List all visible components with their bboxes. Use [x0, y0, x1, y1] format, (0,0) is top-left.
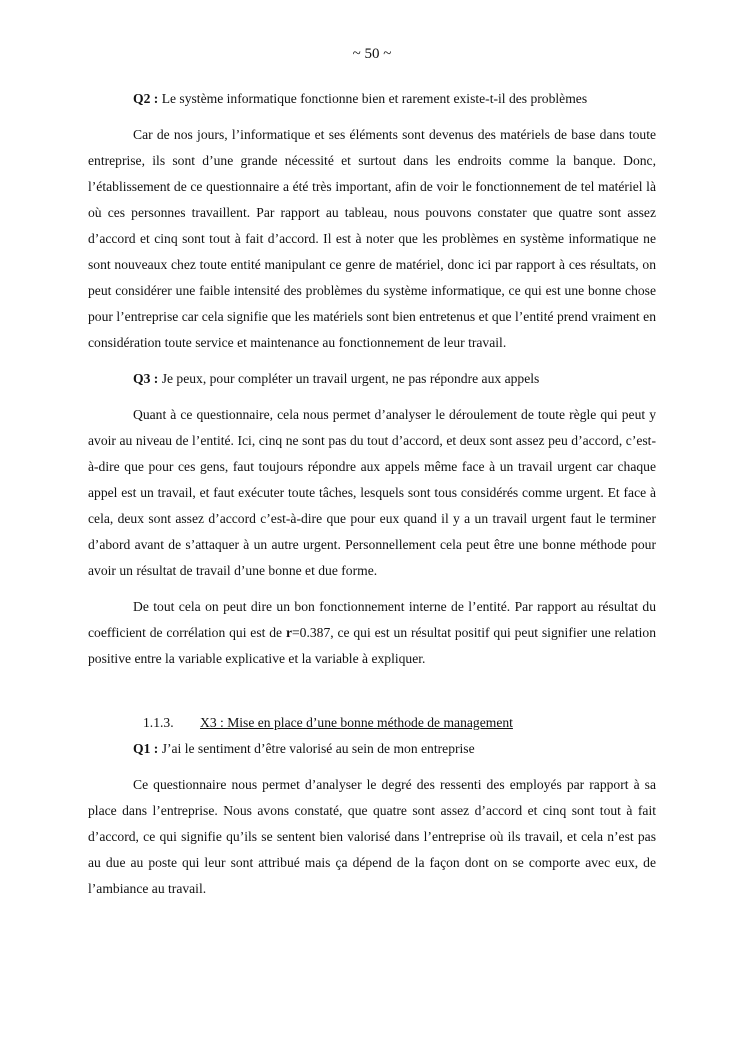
section-heading [88, 710, 656, 736]
question-q2-label: Q2 : [133, 91, 159, 106]
question-q1-label: Q1 : [133, 741, 159, 756]
correlation-r-label: r [285, 625, 292, 640]
paragraph-correlation [88, 594, 656, 672]
page-number: ~ 50 ~ [352, 46, 392, 62]
question-q2 [88, 86, 656, 112]
question-q3 [88, 366, 656, 392]
section-number: 1.1.3. [143, 715, 174, 730]
question-q1 [88, 736, 656, 762]
paragraph-q3-analysis: Quant à ce questionnaire, cela nous permet d’analyser le déroulement de toute règle qui peut y avoir au niveau de l’entité. Ici, cinq ne sont pas du tout d’accord, et deux sont assez peu d’accord, c’est-à-dire que pour ces gens, faut toujours répondre aux appels même face à un travail urgent car chaque appel est un travail, et faut exécuter toute tâches, lesquels sont tous considérés comme urgent. Et face à cela, deux sont assez d’accord c’est-à-dire que pour eux quand il y a un travail urgent faut le terminer d’abord avant de s’attaquer à un autre urgent. Personnellement cela peut être une bonne méthode pour avoir un résultat de travail d’une bonne et due forme. [88, 407, 656, 578]
paragraph-q2-analysis: Car de nos jours, l’informatique et ses éléments sont devenus des matériels de base dans toute entreprise, ils sont d’une grande nécessité et surtout dans les endroits comme la banque. Donc, l’établissement de ce questionnaire a été très important, afin de voir le fonctionnement de tel matériel là où ces personnes travaillent. Par rapport au tableau, nous pouvons constater que quatre sont assez d’accord et cinq sont tout à fait d’accord. Il est à noter que les problèmes en système informatique ne sont nouveaux chez toute entité manipulant ce genre de matériel, donc ici par rapport à ces résultats, on peut considérer une faible intensité des problèmes du système informatique, ce qui est une bonne chose pour l’entreprise car cela signifie que les matériels sont bien entretenus et que l’entité prend vraiment en considération toute service et maintenance au fonctionnement de leur travail. [88, 127, 656, 350]
paragraph-q1-analysis: Ce questionnaire nous permet d’analyser le degré des ressenti des employés par rapport à sa place dans l’entreprise. Nous avons constaté, que quatre sont assez d’accord et cinq sont tout à fait d’accord, ce qui signifie qu’ils se sentent bien valorisé dans l’entreprise où ils travail, et cela n’est pas au due au poste qui leur sont attribué mais ça dépend de la façon dont on se comporte avec eux, de l’ambiance au travail. [88, 777, 656, 896]
section-title: X3 : Mise en place d’une bonne méthode de management [200, 715, 513, 730]
section-spacer [88, 682, 656, 710]
question-q2-text: Le système informatique fonctionne bien et rarement existe-t-il des problèmes [158, 91, 588, 106]
question-q3-text: Je peux, pour compléter un travail urgent, ne pas répondre aux appels [158, 371, 540, 386]
question-q1-text: J’ai le sentiment d’être valorisé au sein de mon entreprise [158, 741, 475, 756]
correlation-text-after: =0.387, ce qui est un résultat positif qui peut signifier une relation positive entre la variable explicative et la variable à expliquer. [88, 625, 657, 666]
question-q3-label: Q3 : [133, 371, 159, 386]
correlation-text-before: De tout cela on peut dire un bon fonctionnement interne de l’entité. Par rapport au résultat du coefficient de corrélation qui est de [88, 599, 656, 640]
document-body [88, 86, 656, 912]
